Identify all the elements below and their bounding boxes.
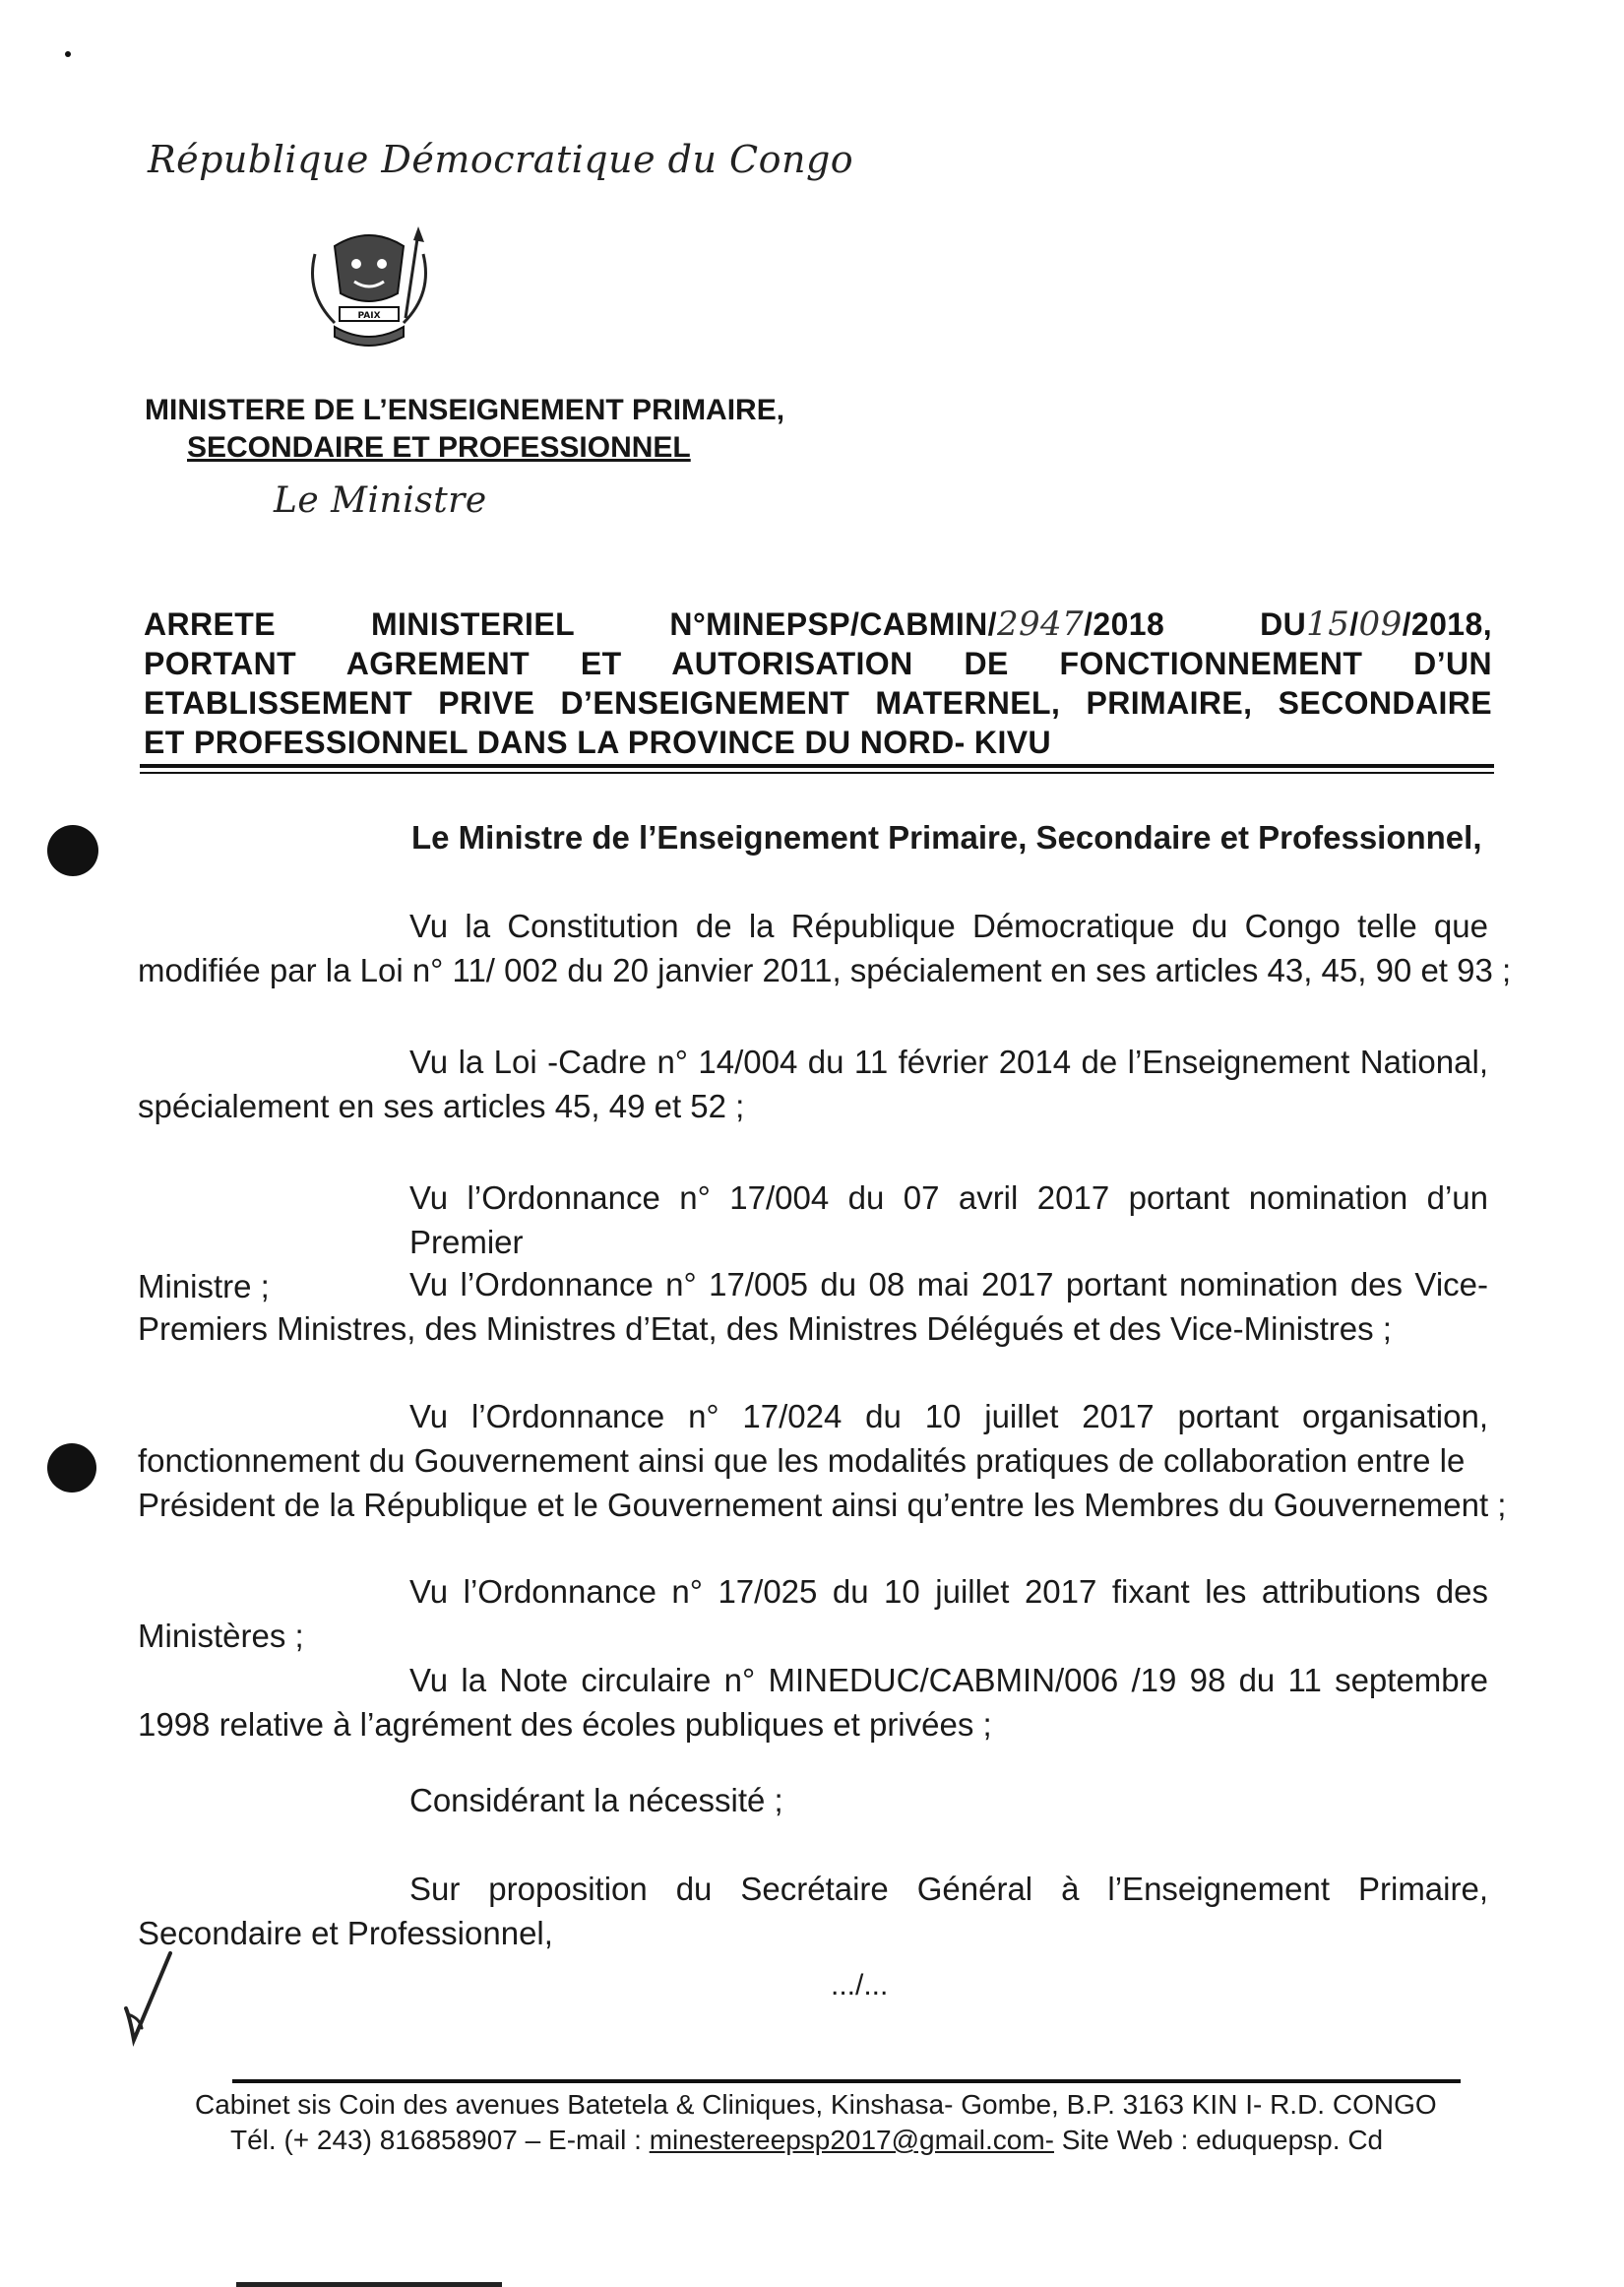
ministry-name-line2: SECONDAIRE ET PROFESSIONNEL	[187, 431, 691, 464]
handwritten-day: 15	[1306, 604, 1350, 644]
paragraph-note-circulaire	[138, 1658, 1488, 1747]
handwritten-decree-number: 2947	[996, 604, 1085, 644]
paragraph-constitution	[138, 904, 1512, 992]
paragraph-line: Ministères ;	[138, 1618, 304, 1654]
paragraph-line: Vu la Note circulaire n° MINEDUC/CABMIN/006 /19 98 du 11 septembre	[409, 1662, 1488, 1698]
paragraph-line: Vu l’Ordonnance n° 17/005 du 08 mai 2017 portant nomination des Vice-	[409, 1266, 1488, 1302]
paragraph-line: Vu l’Ordonnance n° 17/004 du 07 avril 2017 portant nomination d’un Premier	[409, 1179, 1488, 1260]
decree-title-year: /2018 DU	[1084, 606, 1307, 642]
minister-heading: Le Ministre de l’Enseignement Primaire, Secondaire et Professionnel,	[411, 819, 1482, 856]
footer-rule	[232, 2079, 1461, 2083]
footer-contact	[230, 2125, 1383, 2156]
paragraph-line: spécialement en ses articles 45, 49 et 52 ;	[138, 1088, 745, 1124]
footer-website: Site Web : eduquepsp. Cd	[1053, 2125, 1384, 2155]
paragraph-line: Sur proposition du Secrétaire Général à l’Enseignement Primaire,	[409, 1871, 1488, 1907]
punch-hole-mark	[47, 825, 98, 876]
paragraph-proposition	[138, 1867, 1488, 1955]
paragraph-line: Vu la Loi -Cadre n° 14/004 du 11 février 2014 de l’Enseignement National,	[409, 1044, 1488, 1080]
paragraph-line: Vu l’Ordonnance n° 17/025 du 10 juillet 2017 fixant les attributions des	[409, 1573, 1488, 1610]
paragraph-line: Vu la Constitution de la République Démocratique du Congo telle que	[409, 908, 1488, 944]
paragraph-line: Ministre ;	[138, 1268, 270, 1304]
decree-title-prefix: ARRETE MINISTERIEL N°MINEPSP/CABMIN/	[144, 606, 997, 642]
footer-address: Cabinet sis Coin des avenues Batetela & Cliniques, Kinshasa- Gombe, B.P. 3163 KIN I- R.D. CONGO	[195, 2089, 1437, 2120]
decree-title-line3: ETABLISSEMENT PRIVE D’ENSEIGNEMENT MATERNEL, PRIMAIRE, SECONDAIRE	[144, 685, 1492, 721]
footer-email-link[interactable]: minestereepsp2017@gmail.com-	[649, 2125, 1054, 2155]
decree-title-suffix: /2018,	[1402, 606, 1492, 642]
page-continuation: .../...	[831, 1969, 889, 2001]
decree-title-line4: ET PROFESSIONNEL DANS LA PROVINCE DU NORD- KIVU	[144, 725, 1051, 760]
minister-signature-title: Le Ministre	[274, 480, 487, 521]
paragraph-line: modifiée par la Loi n° 11/ 002 du 20 janvier 2011, spécialement en ses articles 43, 45, 90 et 93 ;	[138, 952, 1512, 988]
paragraph-line: Président de la République et le Gouvernement ainsi qu’entre les Membres du Gouvernement ;	[138, 1487, 1507, 1523]
paragraph-considerant	[138, 1778, 1488, 1822]
scan-edge-artifact	[236, 2282, 502, 2287]
handwritten-initial-mark	[116, 1949, 185, 2048]
scan-speck	[65, 51, 71, 57]
footer-telephone: Tél. (+ 243) 816858907 – E-mail :	[230, 2125, 650, 2155]
punch-hole-mark	[47, 1443, 96, 1493]
ministry-name-line1: MINISTERE DE L’ENSEIGNEMENT PRIMAIRE,	[145, 394, 785, 426]
paragraph-ordonnance-attributions	[138, 1569, 1488, 1658]
paragraph-line: Considérant la nécessité ;	[409, 1782, 783, 1818]
paragraph-ordonnance-organisation	[138, 1394, 1507, 1527]
coat-of-arms-emblem	[295, 224, 443, 352]
republic-heading: République Démocratique du Congo	[148, 138, 854, 181]
decree-title-line2: PORTANT AGREMENT ET AUTORISATION DE FONCTIONNEMENT D’UN	[144, 646, 1492, 681]
paragraph-line: Vu l’Ordonnance n° 17/024 du 10 juillet 2017 portant organisation,	[409, 1398, 1488, 1434]
paragraph-ordonnance-vice-premiers	[138, 1262, 1488, 1351]
title-divider-thin	[140, 772, 1494, 774]
handwritten-month: 09	[1358, 604, 1403, 644]
decree-title-line1: ARRETE MINISTERIEL N°MINEPSP/CABMIN/2947/2018 DU15/09/2018,	[144, 604, 1492, 644]
title-divider-thick	[140, 764, 1494, 768]
paragraph-line: fonctionnement du Gouvernement ainsi que les modalités pratiques de collaboration entre le	[138, 1442, 1466, 1479]
paragraph-loi-cadre	[138, 1040, 1488, 1128]
paragraph-line: Secondaire et Professionnel,	[138, 1915, 553, 1951]
paragraph-line: 1998 relative à l’agrément des écoles publiques et privées ;	[138, 1706, 992, 1743]
paragraph-line: Premiers Ministres, des Ministres d’Etat, des Ministres Délégués et des Vice-Ministres ;	[138, 1310, 1392, 1347]
emblem-motto-text: PAIX	[357, 311, 381, 321]
